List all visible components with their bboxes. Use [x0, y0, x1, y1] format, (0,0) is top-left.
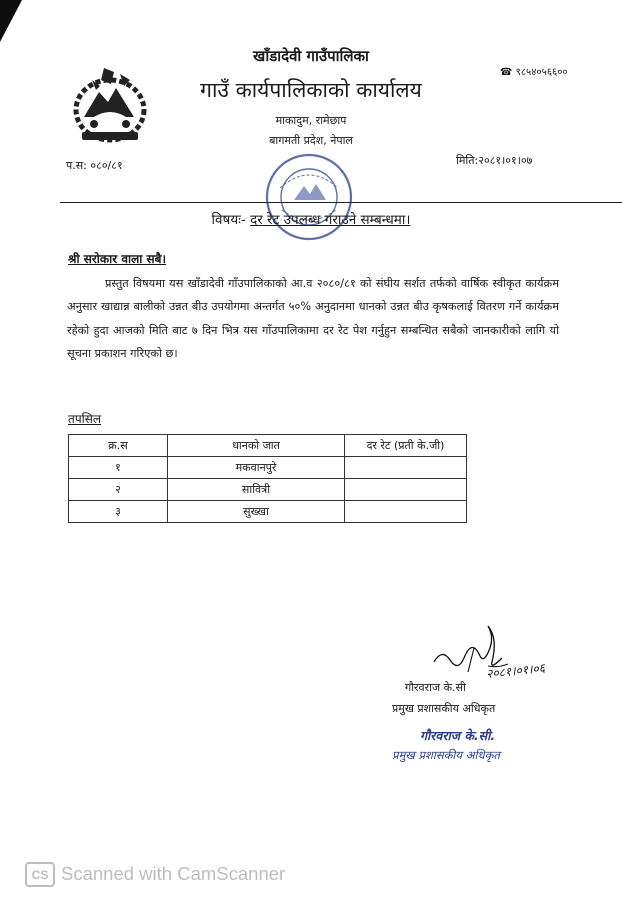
- table-cell: २: [69, 479, 168, 501]
- table-cell: [345, 479, 467, 501]
- camscanner-logo-text: CS: [31, 868, 49, 882]
- table-cell: [345, 457, 467, 479]
- signatory-name: गौरवराज के.सी: [405, 681, 466, 694]
- signatory-title: प्रमुख प्रशासकीय अधिकृत: [392, 702, 496, 715]
- camscanner-logo-icon: [25, 862, 55, 887]
- address-line-1: माकादुम, रामेछाप: [275, 114, 347, 127]
- table-cell: मकवानपुरे: [168, 457, 345, 479]
- table-row: [69, 501, 467, 523]
- table-row: [69, 479, 467, 501]
- letter-date: मिति:२०८१।०१।०७: [456, 154, 533, 167]
- office-stamp-icon: [262, 150, 356, 244]
- table-cell: १: [69, 457, 168, 479]
- subject-text: दर रेट उपलब्ध गराउने सम्बन्धमा।: [250, 212, 411, 228]
- table-cell: सुख्खा: [168, 501, 345, 523]
- scanner-watermark: Scanned with CamScanner: [61, 863, 286, 884]
- table-cell: ३: [69, 501, 168, 523]
- subject-line: [0, 210, 622, 228]
- table-cell: [345, 501, 467, 523]
- salutation: श्री सरोकार वाला सबै।: [68, 252, 167, 266]
- header-divider: [60, 202, 622, 203]
- table-cell: सावित्री: [168, 479, 345, 501]
- address-line-2: बागमती प्रदेश, नेपाल: [269, 134, 353, 147]
- col-header-variety: धानको जात: [168, 435, 345, 457]
- office-title: गाउँ कार्यपालिकाको कार्यालय: [200, 78, 422, 102]
- body-paragraph: प्रस्तुत विषयमा यस खाँडादेवी गाँउपालिकाको आ.व २०८०/८१ को संघीय सर्शत तर्फको वार्षिक स्वीकृत कार्यक्रम अनुसार खाद्यान्न बालीको उन्नत बीउ उपयोगमा अन्तर्गत ५०% अनुदानमा धानको उन्नत बीउ कृषकलाई वितरण गर्ने कार्यक्रम रहेको हुदा आजको मिति बाट ७ दिन भित्र यस गाँउपालिकामा दर रेट पेश गर्नुहुन सम्बन्धित सबैको जानकारीको लागि यो सूचना प्रकाशन गरिएको छ।: [67, 277, 559, 361]
- scan-corner-shadow: [0, 0, 22, 42]
- details-heading: तपसिल: [68, 412, 102, 426]
- table-row: [69, 457, 467, 479]
- handwritten-date: २०८१।०१।०६: [485, 660, 546, 682]
- table-header-row: [69, 435, 467, 457]
- reference-number: प.स: ०८०/८१: [66, 159, 123, 172]
- col-header-rate: दर रेट (प्रती के.जी): [345, 435, 467, 457]
- phone-number: ☎ ९८५४०५६६००: [500, 67, 568, 78]
- col-header-serial: क्र.स: [69, 435, 168, 457]
- subject-label: विषयः-: [211, 212, 246, 228]
- name-stamp: गौरवराज के.सी.: [420, 728, 496, 743]
- org-name: खाँडादेवी गाउँपालिका: [253, 47, 369, 65]
- rate-table: [68, 434, 467, 523]
- title-stamp: प्रमुख प्रशासकीय अधिकृत: [392, 748, 500, 762]
